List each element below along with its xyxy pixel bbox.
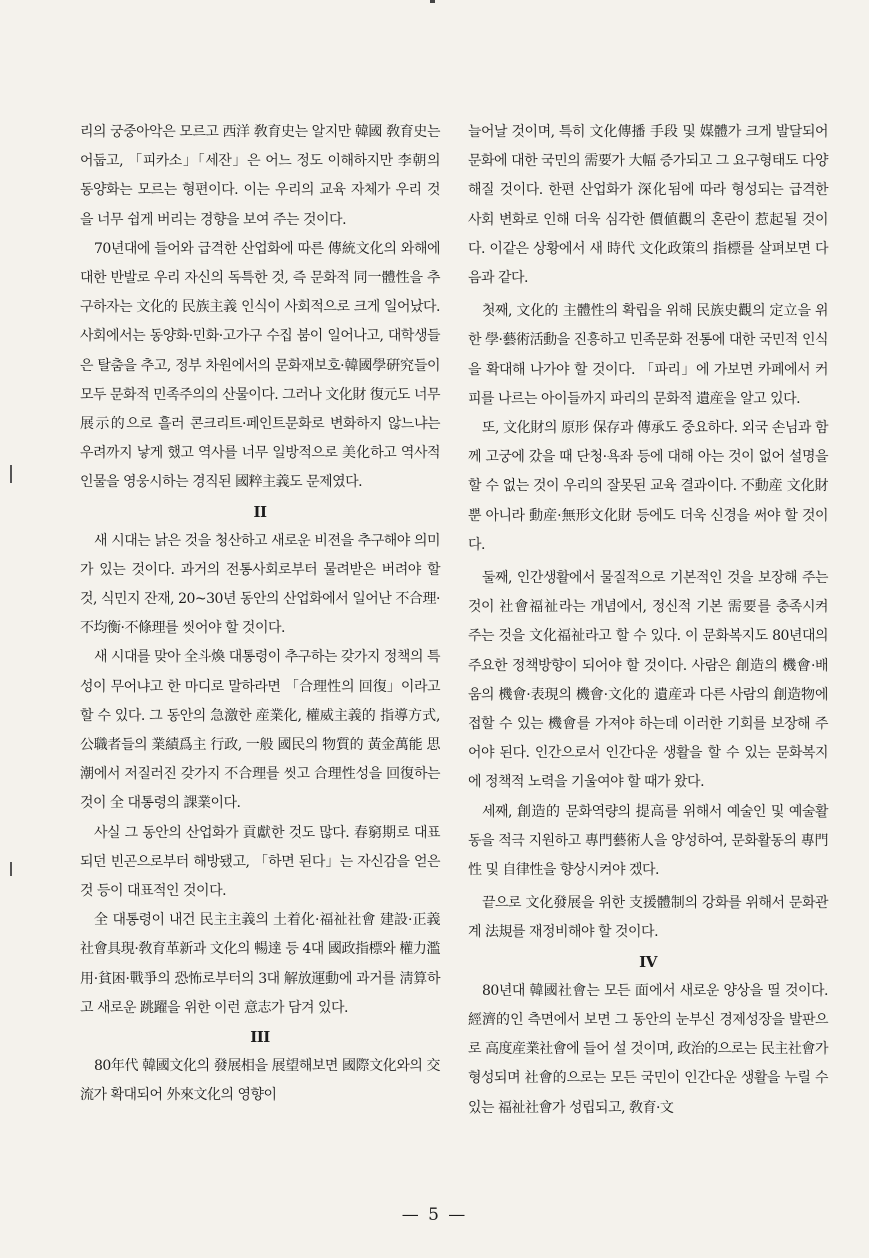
margin-mark bbox=[10, 862, 12, 876]
paragraph: 새 시대는 낡은 것을 청산하고 새로운 비젼을 추구해야 의미가 있는 것이다. 과거의 전통사회로부터 물려받은 버려야 할 것, 식민지 잔재, 20~30년 동안의 산업화에서 일어난 不合理·不均衡·不條理를 씻어야 할 것이다. bbox=[80, 532, 440, 637]
paragraph: 사실 그 동안의 산업화가 貢獻한 것도 많다. 春窮期로 대표되던 빈곤으로부터 해방됐고, 「하면 된다」는 자신감을 얻은 것 등이 대표적인 것이다. bbox=[80, 824, 440, 900]
section-heading-iv: IV bbox=[639, 952, 657, 971]
paragraph: 새 시대를 맞아 全斗煥 대통령이 추구하는 갖가지 정책의 특성이 무어냐고 한 마디로 말하라면 「合理性의 回復」이라고 할 수 있다. 그 동안의 急激한 産業化, 權威主義的 指導方式, 公職者들의 業績爲主 行政, 一般 國民의 物質的 黃金萬能 思潮에서 저질러진 갖가지 不合理를 씻고 合理性성을 回復하는 것이 全 대통령의 課業이다. bbox=[80, 649, 440, 812]
right-column bbox=[468, 118, 828, 1123]
paragraph: 70년대에 들어와 급격한 산업화에 따른 傳統文化의 와해에 대한 반발로 우리 자신의 독특한 것, 즉 문화적 同一體性을 추구하자는 文化的 民族主義 인식이 사회적으로 크게 일어났다. 사회에서는 동양화·민화·고가구 수집 붐이 일어나고, 대학생들은 탈춤을 추고, 정부 차원에서의 문화재보호·韓國學硏究들이 모두 문화적 민족주의의 산물이다. 그러나 文化財 復元도 너무 展示的으로 흘러 콘크리트·페인트문화로 변화하지 않느냐는 우려까지 낳게 했고 역사를 너무 일방적으로 美化하고 역사적 인물을 영웅시하는 경직된 國粹主義도 문제였다. bbox=[80, 240, 440, 491]
paragraph: 또, 文化財의 原形 保存과 傳承도 중요하다. 외국 손님과 함께 고궁에 갔을 때 단청·욕좌 등에 대해 아는 것이 없어 설명을 할 수 없는 것이 우리의 잘못된 교육 결과이다. 不動産 文化財뿐 아니라 動産·無形文化財 등에도 더욱 신경을 써야 할 것이다. bbox=[468, 420, 828, 553]
paragraph: 첫째, 文化的 主體性의 확립을 위해 民族史觀의 定立을 위한 學·藝術活動을 진흥하고 민족문화 전통에 대한 국민적 인식을 확대해 나가야 할 것이다. 「파리」에 가보면 카페에서 커피를 나르는 아이들까지 파리의 문화적 遺産을 알고 있다. bbox=[468, 303, 828, 407]
paragraph: 80年代 韓國文化의 發展相을 展望해보면 國際文化와의 交流가 확대되어 外來文化의 영향이 bbox=[80, 1058, 440, 1104]
paragraph: 둘째, 인간생활에서 물질적으로 기본적인 것을 보장해 주는 것이 社會福祉라는 개념에서, 정신적 기본 需要를 충족시켜 주는 것을 文化福祉라고 할 수 있다. 이 문화복지도 80년대의 주요한 정책방향이 되어야 할 것이다. 사람은 創造의 機會·배움의 機會·表現의 機會·文化的 遺産과 다른 사람의 創造物에 접할 수 있는 機會를 가져야 하는데 이러한 기회를 보장해 주어야 된다. 인간으로서 인간다운 생활을 할 수 있는 문화복지에 정책적 노력을 기울여야 할 때가 왔다. bbox=[468, 570, 828, 791]
page-number: — 5 — bbox=[401, 1205, 468, 1225]
section-heading-ii: II bbox=[253, 502, 267, 521]
paragraph: 늘어날 것이며, 특히 文化傳播 手段 및 媒體가 크게 발달되어 문화에 대한 국민의 需要가 大幅 증가되고 그 요구형태도 다양해질 것이다. 한편 산업화가 深化됨에 따라 형성되는 급격한 사회 변화로 인해 더욱 심각한 價値觀의 혼란이 惹起될 것이다. 이같은 상황에서 새 時代 文化政策의 指標를 살펴보면 다음과 같다. bbox=[468, 124, 828, 287]
paragraph: 세째, 創造的 문화역량의 提高를 위해서 예술인 및 예술활동을 적극 지원하고 專門藝術人을 양성하여, 문화활동의 專門性 및 自律性을 향상시켜야 겠다. bbox=[468, 803, 828, 879]
paragraph: 끝으로 文化發展을 위한 支援體制의 강화를 위해서 문화관계 法規를 재정비해야 할 것이다. bbox=[468, 895, 828, 941]
paragraph: 80년대 韓國社會는 모든 面에서 새로운 양상을 띨 것이다. 經濟的인 측면에서 보면 그 동안의 눈부신 경제성장을 발판으로 高度産業社會에 들어 설 것이며, 政治的으로는 民主社會가 형성되며 社會的으로는 모든 국민이 인간다운 생활을 누릴 수 있는 福祉社會가 성립되고, 敎育·文 bbox=[468, 982, 828, 1116]
paragraph: 리의 궁중아악은 모르고 西洋 敎育史는 알지만 韓國 敎育史는 어둡고, 「피카소」「세잔」은 어느 정도 이해하지만 李朝의 동양화는 모르는 형편이다. 이는 우리의 교육 자체가 우리 것을 너무 쉽게 버리는 경향을 보여 주는 것이다. bbox=[80, 124, 440, 228]
section-heading-iii: III bbox=[250, 1028, 270, 1047]
paragraph: 全 대통령이 내건 民主主義의 土着化·福祉社會 建設·正義社會具現·敎育革新과 文化의 暢達 등 4대 國政指標와 權力濫用·貧困·戰爭의 恐怖로부터의 3대 解放運動에 과거를 淸算하고 새로운 跳躍을 위한 이런 意志가 담겨 있다. bbox=[80, 912, 440, 1016]
left-column bbox=[80, 118, 440, 1111]
scan-mark bbox=[430, 0, 435, 3]
margin-mark bbox=[10, 465, 12, 483]
